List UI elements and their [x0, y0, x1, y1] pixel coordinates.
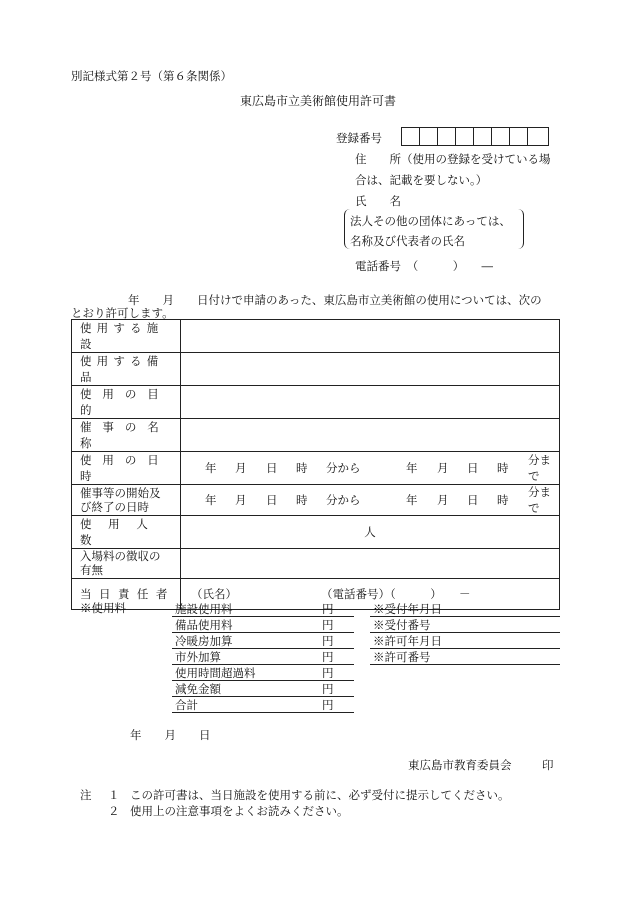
phone-label: 電話番号 （ ） ―	[355, 259, 493, 273]
dt-day: 日	[266, 492, 278, 507]
dt-month: 月	[235, 492, 247, 507]
dt-month: 月	[437, 461, 449, 475]
usage-datetime-label: 使用の日時	[72, 452, 181, 485]
equipment-label: 使用する備品	[72, 353, 181, 386]
table-row	[72, 452, 560, 485]
purpose-label: 使用の目的	[72, 386, 181, 419]
registration-number-label: 登録番号	[336, 131, 382, 145]
office-row: ※許可年月日	[370, 632, 560, 649]
event-name-label: 催事の名称	[72, 419, 181, 452]
dt-month: 月	[437, 492, 449, 507]
registration-number-boxes[interactable]	[401, 127, 549, 146]
attendance-label: 使用人数	[72, 515, 181, 548]
fee-row: 冷暖房加算 円	[172, 632, 354, 649]
note-text: 使用上の注意事項をよくお読みください。	[130, 804, 349, 818]
seal-mark: 印	[542, 758, 554, 772]
dt-from: 分から	[326, 461, 361, 475]
dt-year: 年	[205, 461, 217, 475]
intro-line2: とおり許可します。	[71, 306, 174, 320]
dt-to: 分まで	[528, 484, 551, 515]
equipment-field[interactable]	[181, 353, 560, 386]
attendance-field[interactable]	[181, 515, 560, 548]
issue-date: 年 月 日	[130, 728, 211, 742]
responsible-name-label: （氏名）	[191, 586, 237, 601]
table-row	[72, 419, 560, 452]
dt-hour: 時	[497, 492, 509, 507]
dt-day: 日	[467, 461, 479, 475]
facility-field[interactable]	[181, 320, 560, 353]
issuer: 東広島市教育委員会	[408, 758, 512, 772]
note-number: １	[108, 788, 120, 802]
dt-year: 年	[406, 492, 418, 507]
event-period-field[interactable]	[181, 485, 560, 516]
dt-day: 日	[266, 461, 278, 475]
admission-fee-label: 入場料の徴収の 有無	[72, 548, 181, 579]
fee-row: 市外加算 円	[172, 648, 354, 665]
event-period-label: 催事等の開始及 び終了の日時	[72, 485, 181, 516]
corporate-note-line2: 名称及び代表者の氏名	[350, 234, 465, 248]
dt-month: 月	[235, 461, 247, 475]
dt-hour: 時	[296, 492, 308, 507]
admission-fee-field[interactable]	[181, 548, 560, 579]
fee-row: 備品使用料 円	[172, 616, 354, 633]
address-note: 合は、記載を要しない。）	[355, 173, 488, 187]
office-row: ※許可番号	[370, 648, 560, 665]
event-name-field[interactable]	[181, 419, 560, 452]
fee-row: 使用時間超過料 円	[172, 664, 354, 681]
attendance-unit: 人	[364, 524, 376, 539]
note-number: ２	[108, 804, 120, 818]
notes-label: 注	[80, 788, 92, 802]
responsible-phone-label: （電話番号）（ ） －	[321, 586, 471, 601]
table-row	[72, 515, 560, 548]
purpose-field[interactable]	[181, 386, 560, 419]
dt-to: 分まで	[528, 453, 551, 483]
fee-row: 合計 円	[172, 696, 354, 713]
table-row	[72, 320, 560, 353]
table-row	[72, 353, 560, 386]
table-row	[72, 386, 560, 419]
responsible-person-label: 当日責任者	[72, 579, 181, 610]
document-title: 東広島市立美術館使用許可書	[240, 94, 397, 108]
dt-hour: 時	[497, 461, 509, 475]
fee-row: 減免金額 円	[172, 680, 354, 697]
table-row	[72, 548, 560, 579]
dt-year: 年	[406, 461, 418, 475]
dt-day: 日	[467, 492, 479, 507]
permit-table	[71, 319, 560, 610]
dt-hour: 時	[296, 461, 308, 475]
corporate-note-line1: 法人その他の団体にあっては、	[350, 214, 511, 228]
dt-year: 年	[205, 492, 217, 507]
usage-datetime-field[interactable]	[181, 452, 560, 485]
office-row: ※受付年月日	[370, 600, 560, 617]
table-row	[72, 485, 560, 516]
fee-row: 施設使用料 円	[172, 600, 354, 617]
office-row: ※受付番号	[370, 616, 560, 633]
fee-label: ※使用料	[80, 601, 126, 615]
address-label: 住 所（使用の登録を受けている場	[355, 152, 551, 166]
note-text: この許可書は、当日施設を使用する前に、必ず受付に提示してください。	[130, 788, 510, 802]
intro-line1: 年 月 日付けで申請のあった、東広島市立美術館の使用については、次の	[128, 293, 542, 307]
facility-label: 使用する施設	[72, 320, 181, 353]
name-label: 氏 名	[355, 194, 401, 208]
form-reference: 別記様式第２号（第６条関係）	[71, 69, 232, 83]
dt-from: 分から	[326, 492, 361, 507]
